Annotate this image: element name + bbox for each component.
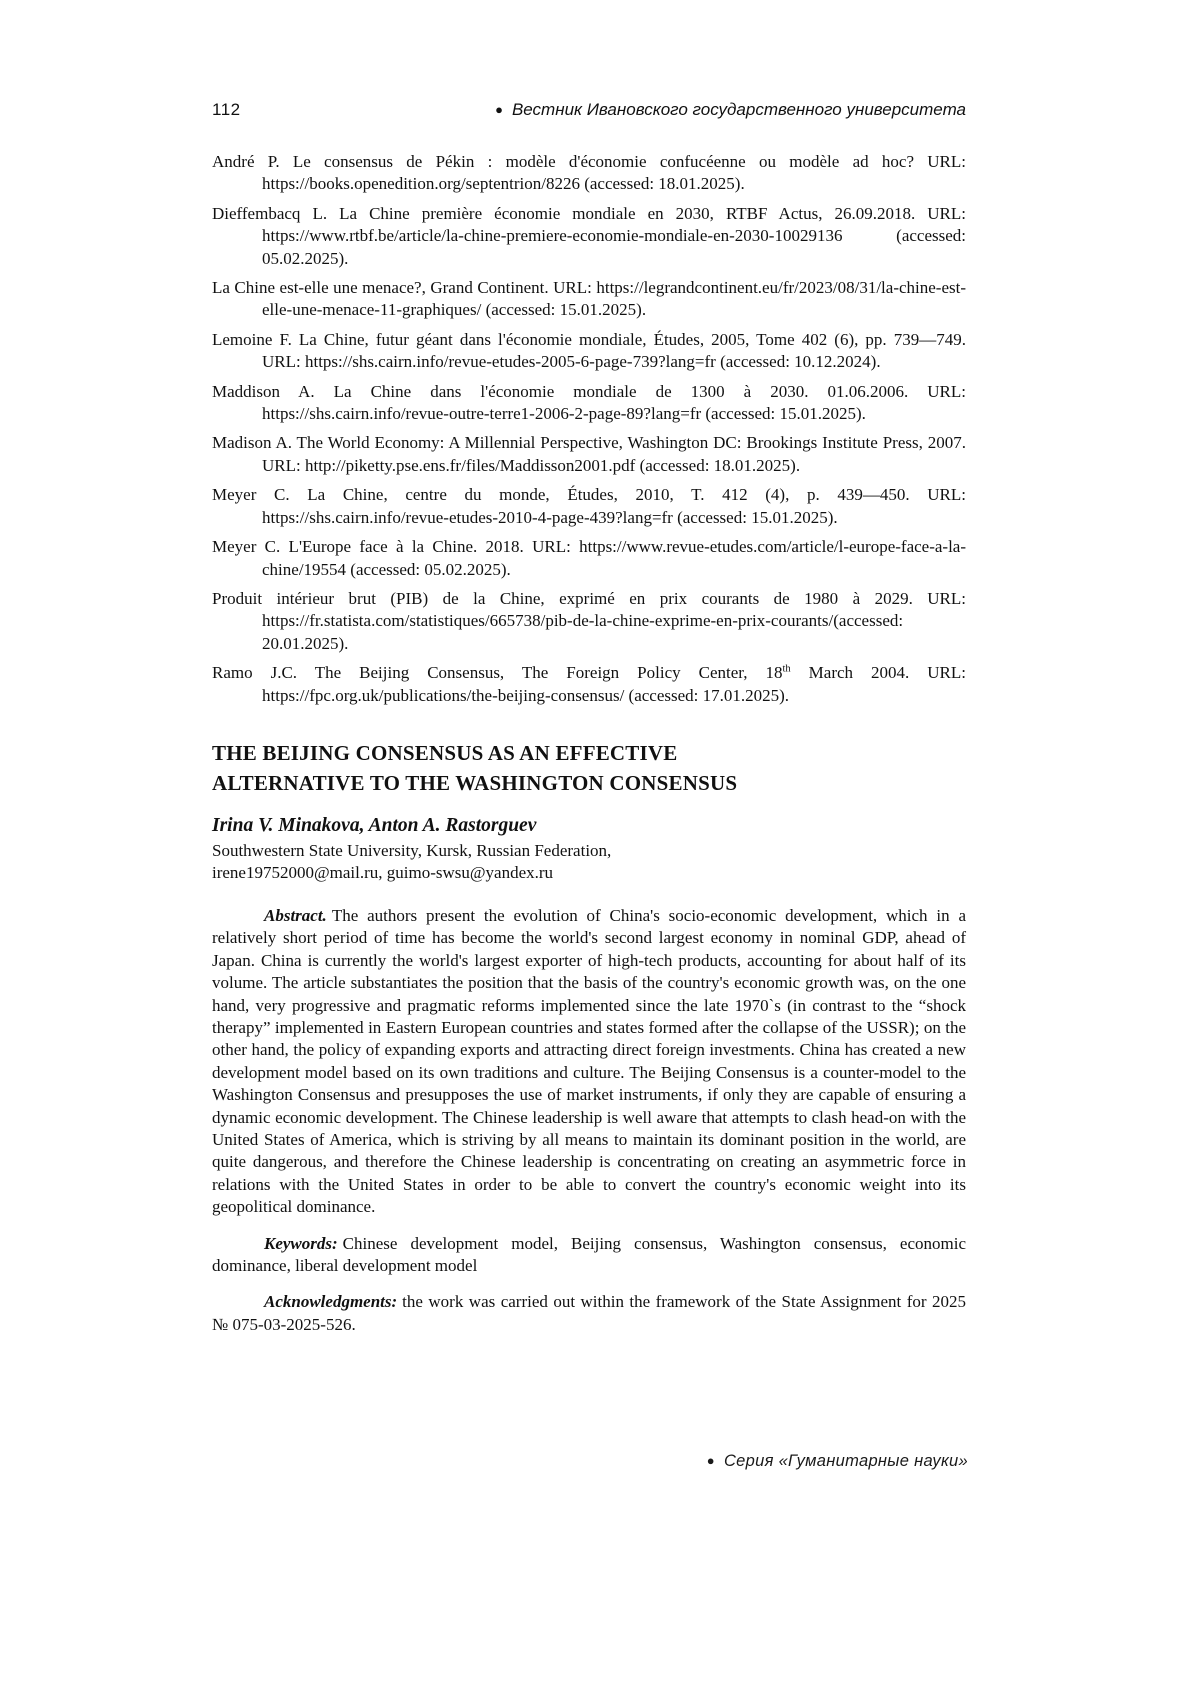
keywords-text: Chinese development model, Beijing consensus, Washington consensus, economic dominance, liberal development model [212,1233,966,1276]
ordinal-superscript: th [782,663,791,675]
reference-entry: André P. Le consensus de Pékin : modèle d'économie confucéenne ou modèle ad hoc? URL: https://books.openedition.org/septentrion/8226 (accessed: 18.01.2025). [212,152,966,194]
acknowledgments-paragraph [212,1291,966,1336]
reference-entry: Madison A. The World Economy: A Millennial Perspective, Washington DC: Brookings Institute Press, 2007. URL: http://piketty.pse.ens.fr/files/Maddisson2001.pdf (accessed: 18.01.2025). [212,433,966,475]
authors: Irina V. Minakova, Anton A. Rastorguev [212,814,537,836]
author-emails: irene19752000@mail.ru, guimo-swsu@yandex.ru [212,862,554,882]
series-title: Серия «Гуманитарные науки» [723,1452,968,1470]
reference-entry [212,662,966,707]
reference-entry: Meyer C. L'Europe face à la Chine. 2018. URL: https://www.revue-etudes.com/article/l-europe-face-a-la-chine/19554 (accessed: 05.02.2025). [212,537,966,579]
bullet-icon: ● [495,102,503,117]
reference-entry: Lemoine F. La Chine, futur géant dans l'économie mondiale, Études, 2005, Tome 402 (6), pp. 739—749. URL: https://shs.cairn.info/revue-etudes-2005-6-page-739?lang=fr (accessed: 10.12.2024). [212,329,966,372]
bullet-icon: ● [706,1453,715,1468]
page-header [212,100,966,120]
reference-text: Ramo J.C. The Beijing Consensus, The Foreign Policy Center, 18 [212,663,783,683]
reference-text: March 2004. URL: https://fpc.org.uk/publications/the-beijing-consensus/ (accessed: 17.01.2025). [262,663,967,705]
reference-entry: Meyer C. La Chine, centre du monde, Études, 2010, T. 412 (4), p. 439—450. URL: https://shs.cairn.info/revue-etudes-2010-4-page-439?lang=fr (accessed: 15.01.2025). [212,485,966,527]
page-footer [212,1452,968,1471]
journal-title-line [495,100,966,120]
page-number: 112 [212,100,241,119]
reference-entry: Produit intérieur brut (PIB) de la Chine, exprimé en prix courants de 1980 à 2029. URL: https://fr.statista.com/statistiques/665738/pib-de-la-chine-exprime-en-prix-courants/(accessed: 20.01.2025). [212,588,966,653]
keywords-label: Keywords: [264,1233,338,1253]
abstract-text: The authors present the evolution of China's socio-economic development, which in a relatively short period of time has become the world's second largest economy in nominal GDP, ahead of Japan. China is currently the world's largest exporter of high-tech products, accounting for about half of its volume. The article substantiates the position that the basis of the country's economic growth was, on the one hand, very progressive and pragmatic reforms implemented since the late 1970`s (in contrast to the “shock therapy” implemented in Eastern European countries and states formed after the collapse of the USSR); on the other hand, the policy of expanding exports and attracting direct foreign investments. China has created a new development model based on its own traditions and culture. The Beijing Consensus is a counter-model to the Washington Consensus and presupposes the use of market instruments, if only they are capable of ensuring a dynamic economic development. The Chinese leadership is well aware that attempts to clash head-on with the United States of America, which is striving by all means to maintain its dominant position in the world, are quite dangerous, and therefore the Chinese leadership is concentrating on creating an asymmetric force in relations with the United States in order to be able to convert the country's economic weight into its geopolitical dominance. [212,905,966,1217]
article-title [212,738,966,798]
keywords-paragraph [212,1233,966,1278]
reference-entry: La Chine est-elle une menace?, Grand Continent. URL: https://legrandcontinent.eu/fr/2023/08/31/la-chine-est-elle-une-menace-11-graphiques/ (accessed: 15.01.2025). [212,278,966,320]
abstract-paragraph [212,905,966,1219]
affiliation: Southwestern State University, Kursk, Russian Federation, [212,840,612,860]
acknowledgments-text: the work was carried out within the framework of the State Assignment for 2025 № 075-03-2025-526. [212,1292,966,1334]
article-title-line2: ALTERNATIVE TO THE WASHINGTON CONSENSUS [212,770,738,795]
reference-list [212,151,966,707]
journal-title: Вестник Ивановского государственного университета [511,100,966,119]
article-title-line1: THE BEIJING CONSENSUS AS AN EFFECTIVE [212,740,678,765]
reference-entry: Maddison A. La Chine dans l'économie mondiale de 1300 à 2030. 01.06.2006. URL: https://shs.cairn.info/revue-outre-terre1-2006-2-page-89?lang=fr (accessed: 15.01.2025). [212,381,966,424]
reference-entry: Dieffembacq L. La Chine première économie mondiale en 2030, RTBF Actus, 26.09.2018. URL: https://www.rtbf.be/article/la-chine-premiere-economie-mondiale-en-2030-10029136 (accessed: 05.02.2025). [212,203,966,268]
acknowledgments-label: Acknowledgments: [264,1292,398,1312]
abstract-label: Abstract. [264,905,327,925]
page-content [212,100,966,1336]
